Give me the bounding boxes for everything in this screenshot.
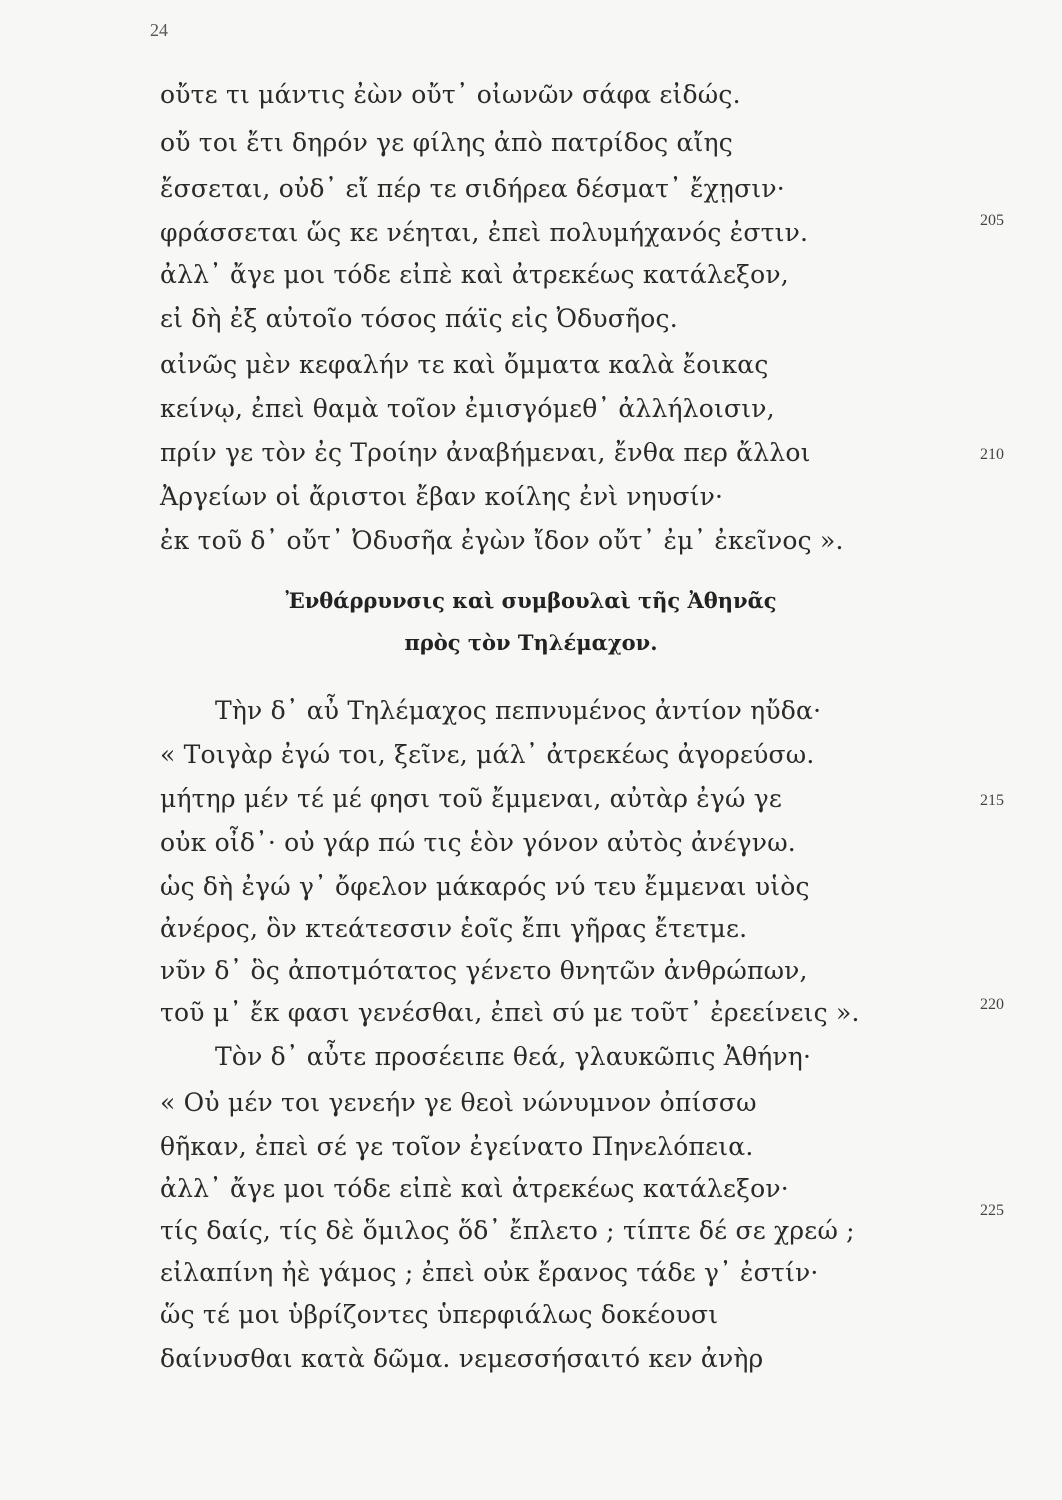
verse-line: ὥς τέ μοι ὑβρίζοντες ὑπερφιάλως δοκέουσι xyxy=(160,1300,719,1329)
verse-line: εἰλαπίνη ἠὲ γάμος ; ἐπεὶ οὐκ ἔρανος τάδε γ᾽ ἐστίν· xyxy=(160,1258,819,1287)
verse-line: ἀνέρος, ὃν κτεάτεσσιν ἑοῖς ἔπι γῆρας ἔτετμε. xyxy=(160,914,748,943)
line-number: 225 xyxy=(980,1202,1004,1219)
verse-line: εἰ δὴ ἐξ αὐτοῖο τόσος πάϊς εἰς Ὀδυσῆος. xyxy=(160,304,678,333)
verse-line: οὔτε τι μάντις ἐὼν οὔτ᾽ οἰωνῶν σάφα εἰδώς. xyxy=(160,80,741,109)
verse-line: τοῦ μ᾽ ἔκ φασι γενέσθαι, ἐπεὶ σύ με τοῦτ᾽ ἐρεείνεις ». xyxy=(160,998,860,1027)
verse-line: ὡς δὴ ἐγώ γ᾽ ὄφελον μάκαρός νύ τευ ἔμμεναι υἱὸς xyxy=(160,872,810,901)
line-number: 215 xyxy=(980,792,1004,809)
section-heading-line1: Ἐνθάρρυνσις καὶ συμβουλαὶ τῆς Ἀθηνᾶς xyxy=(285,588,777,613)
verse-line: μήτηρ μέν τέ μέ φησι τοῦ ἔμμεναι, αὐτὰρ ἐγώ γε xyxy=(160,784,783,813)
line-number: 220 xyxy=(980,996,1004,1013)
verse-line: φράσσεται ὥς κε νέηται, ἐπεὶ πολυμήχανός ἐστιν. xyxy=(160,218,809,247)
line-number: 205 xyxy=(980,212,1004,229)
verse-line: οὐκ οἶδ᾽· οὐ γάρ πώ τις ἑὸν γόνον αὐτὸς ἀνέγνω. xyxy=(160,828,796,857)
verse-line: Τὴν δ᾽ αὖ Τηλέμαχος πεπνυμένος ἀντίον ηὔδα· xyxy=(215,696,822,725)
verse-line: τίς δαίς, τίς δὲ ὅμιλος ὅδ᾽ ἔπλετο ; τίπτε δέ σε χρεώ ; xyxy=(160,1216,855,1245)
page-number: 24 xyxy=(150,20,168,40)
verse-line: νῦν δ᾽ ὃς ἀποτμότατος γένετο θνητῶν ἀνθρώπων, xyxy=(160,956,808,985)
verse-line: ἀλλ᾽ ἄγε μοι τόδε εἰπὲ καὶ ἀτρεκέως κατάλεξον, xyxy=(160,260,789,289)
verse-line: ἐκ τοῦ δ᾽ οὔτ᾽ Ὀδυσῆα ἐγὼν ἴδον οὔτ᾽ ἐμ᾽ ἐκεῖνος ». xyxy=(160,526,844,555)
verse-line: ἀλλ᾽ ἄγε μοι τόδε εἰπὲ καὶ ἀτρεκέως κατάλεξον· xyxy=(160,1174,789,1203)
verse-line: οὔ τοι ἔτι δηρόν γε φίλης ἀπὸ πατρίδος αἴης xyxy=(160,128,733,157)
verse-line: « Τοιγὰρ ἐγώ τοι, ξεῖνε, μάλ᾽ ἀτρεκέως ἀγορεύσω. xyxy=(160,740,815,769)
verse-line: Τὸν δ᾽ αὖτε προσέειπε θεά, γλαυκῶπις Ἀθήνη· xyxy=(215,1042,812,1071)
verse-line: Ἀργείων οἱ ἄριστοι ἔβαν κοίλης ἐνὶ νηυσίν· xyxy=(160,482,724,511)
verse-line: « Οὐ μέν τοι γενεήν γε θεοὶ νώνυμνον ὀπίσσω xyxy=(160,1088,757,1117)
line-number: 210 xyxy=(980,446,1004,463)
verse-line: πρίν γε τὸν ἐς Τροίην ἀναβήμεναι, ἔνθα περ ἄλλοι xyxy=(160,438,811,467)
verse-line: δαίνυσθαι κατὰ δῶμα. νεμεσσήσαιτό κεν ἀνὴρ xyxy=(160,1344,764,1373)
verse-line: θῆκαν, ἐπεὶ σέ γε τοῖον ἐγείνατο Πηνελόπεια. xyxy=(160,1132,754,1161)
verse-line: κείνῳ, ἐπεὶ θαμὰ τοῖον ἐμισγόμεθ᾽ ἀλλήλοισιν, xyxy=(160,394,775,423)
section-heading-line2: πρὸς τὸν Τηλέμαχον. xyxy=(404,630,658,655)
verse-line: ἔσσεται, οὐδ᾽ εἴ πέρ τε σιδήρεα δέσματ᾽ ἔχῃσιν· xyxy=(160,174,785,203)
verse-line: αἰνῶς μὲν κεφαλήν τε καὶ ὄμματα καλὰ ἔοικας xyxy=(160,350,769,379)
